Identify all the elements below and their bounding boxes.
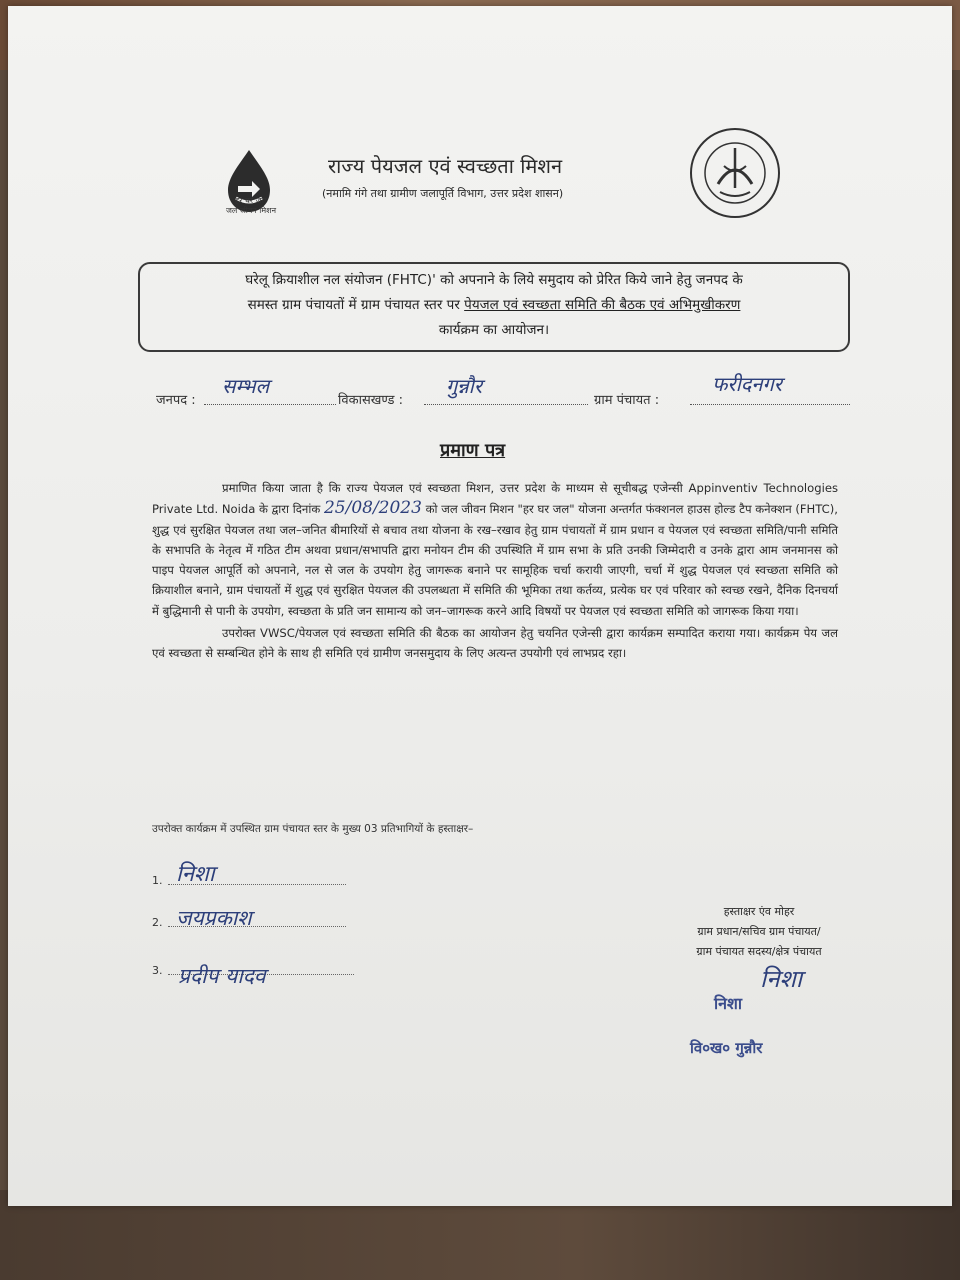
mission-title: राज्य पेयजल एवं स्वच्छता मिशन <box>328 154 563 178</box>
signatory-stamp-line-1: निशा <box>714 994 743 1013</box>
signatory-label-2: ग्राम प्रधान/सचिव ग्राम पंचायत/ <box>697 925 821 938</box>
participant-2-signature: जयप्रकाश <box>176 906 252 930</box>
banner-line-1: घरेलू क्रियाशील नल संयोजन (FHTC)' को अपनाने के लिये समुदाय को प्रेरित किये जाने हेतु जनपद के <box>245 272 743 288</box>
participant-2-number: 2. <box>152 916 163 929</box>
signatory-stamp-block: वि०ख० गुन्नौर <box>690 1039 763 1057</box>
district-value: सम्भल <box>222 374 270 398</box>
signatory-label-3: ग्राम पंचायत सदस्य/क्षेत्र पंचायत <box>696 945 822 958</box>
block-label: विकासखण्ड : <box>338 393 404 408</box>
district-label: जनपद : <box>156 393 196 408</box>
logo-caption-line2: जल जीवन मिशन <box>225 206 277 215</box>
banner-line-2-underlined: पेयजल एवं स्वच्छता समिति की बैठक एवं अभिमुखीकरण <box>464 297 741 313</box>
subject-banner <box>138 262 850 352</box>
banner-line-2 <box>148 293 840 318</box>
body-paragraph-1 <box>152 478 838 621</box>
participants-intro: उपरोक्त कार्यक्रम में उपस्थित ग्राम पंचायत स्तर के मुख्य 03 प्रतिभागियों के हस्ताक्षर– <box>152 823 474 835</box>
certificate-body <box>152 478 838 664</box>
block-value: गुन्नौर <box>446 374 483 398</box>
participant-3-signature: प्रदीप यादव <box>178 964 266 988</box>
participant-1-signature: निशा <box>176 862 215 887</box>
body-paragraph-2: उपरोक्त VWSC/पेयजल एवं स्वच्छता समिति की बैठक का आयोजन हेतु चयनित एजेन्सी द्वारा कार्यक्रम सम्पादित कराया गया। कार्यक्रम पेय जल एवं स्वच्छता से सम्बन्धित होने के साथ ही समिति एवं ग्रामीण जनसमुदाय के लिए अत्यन्त उपयोगी एवं लाभप्रद रहा। <box>152 626 838 661</box>
government-seal-icon <box>688 126 782 220</box>
panchayat-label: ग्राम पंचायत : <box>594 393 660 408</box>
water-drop-logo-icon <box>208 146 290 236</box>
logo-caption <box>206 196 296 216</box>
banner-line-2-plain: समस्त ग्राम पंचायतों में ग्राम पंचायत स्तर पर <box>247 297 465 313</box>
body-p1-part-a: प्रमाणित किया जाता है कि राज्य पेयजल एवं स्वच्छता मिशन, उत्तर प्रदेश के माध्यम से सूचीबद्ध एजेन्सी Appinventiv Technologies Private Ltd. Noida के द्वारा दिनांक <box>152 481 838 517</box>
signatory-block <box>664 902 854 962</box>
program-date: 25/08/2023 <box>323 498 422 519</box>
logo-caption-line1: हर घर जल <box>235 196 267 205</box>
body-p1-part-b: को जल जीवन मिशन "हर घर जल" योजना अन्तर्गत फंक्शनल हाउस होल्ड टैप कनेक्शन (FHTC), शुद्ध एवं सुरक्षित पेयजल तथा जल–जनित बीमारियों से बचाव तथा योजना के रख–रखाव हेतु ग्राम पंचायतों में ग्राम प्रधान व पेयजल एवं स्वच्छता समिति/पानी समिति के सभापति के नेतृत्व में गठित टीम अथवा प्रधान/सभापति द्वारा मनोयन टीम की उपस्थिति में ग्राम सभा के प्रति उनकी जिम्मेदारी व उनके द्वारा आम जनमानस को पाइप पेयजल आपूर्ति को अपनाने, नल से जल के उपयोग हेतु जागरूक बनाने पर सामूहिक चर्चा करायी जाएगी, चर्चा में शुद्ध पेयजल एवं स्वच्छता समिति को क्रियाशील बनाने, ग्राम पंचायतों में शुद्ध एवं सुरक्षित पेयजल की उपलब्धता में समिति की भूमिका तथा कर्तव्य, प्रत्येक घर एवं परिवार को स्वच्छ रखने, दैनिक दिनचर्या में बुद्धिमानी से पानी के उपयोग, स्वच्छता के प्रति जन सामान्य को जन–जागरूक करने आदि विषयों पर पेयजल एवं स्वच्छता समिति को जागरूक किया गया। <box>152 502 838 618</box>
participant-1-number: 1. <box>152 874 163 887</box>
panchayat-value: फरीदनगर <box>712 372 782 396</box>
banner-line-3: कार्यक्रम का आयोजन। <box>438 322 550 338</box>
certificate-title: प्रमाण पत्र <box>440 440 506 461</box>
signatory-label-1: हस्ताक्षर एंव मोहर <box>723 905 795 918</box>
mission-subtitle: (नमामि गंगे तथा ग्रामीण जलापूर्ति विभाग, उत्तर प्रदेश शासन) <box>322 187 564 200</box>
participant-3-number: 3. <box>152 964 163 977</box>
signatory-signature: निशा <box>760 965 803 993</box>
